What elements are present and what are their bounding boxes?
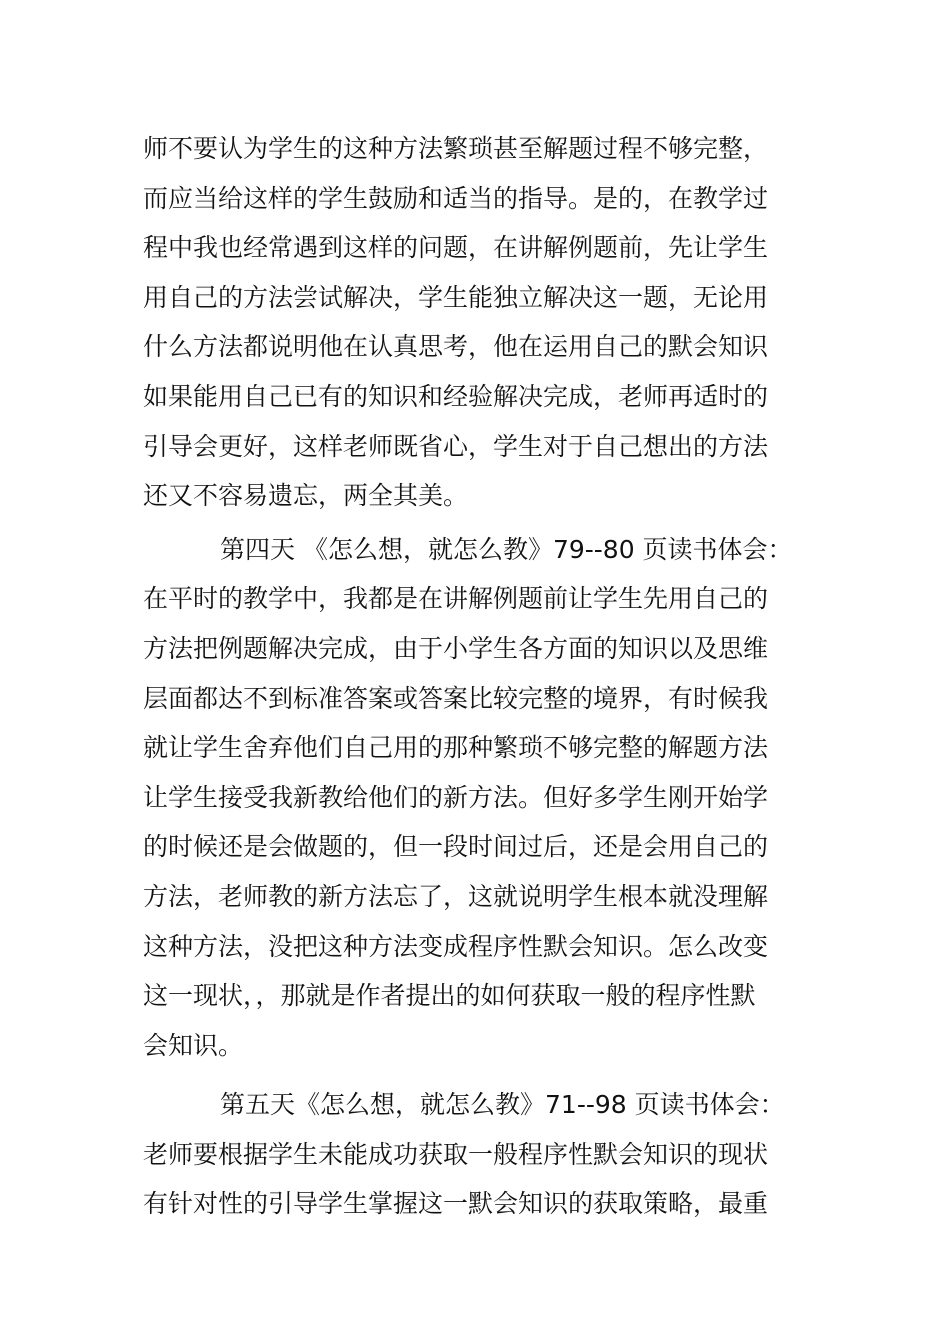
text-line: 用自己的方法尝试解决，学生能独立解决这一题，无论用 [143,282,769,312]
paragraph-1 [143,124,813,521]
text-line: 这一现状，，那就是作者提出的如何获取一般的程序性默 [143,981,756,1011]
text-line: 如果能用自己已有的知识和经验解决完成，老师再适时的 [143,381,769,411]
text-line: 的时候还是会做题的，但一段时间过后，还是会用自己的 [143,832,769,862]
text-line: 在平时的教学中，我都是在讲解例题前让学生先用自己的 [143,584,769,614]
text-line: 让学生接受我新教给他们的新方法。但好多学生刚开始学 [143,782,769,812]
text-line: 方法，老师教的新方法忘了，这就说明学生根本就没理解 [143,881,769,911]
text-line: 什么方法都说明他在认真思考，他在运用自己的默会知识 [143,332,769,362]
text-line: 而应当给这样的学生鼓励和适当的指导。是的，在教学过 [143,183,769,213]
text-line: 师不要认为学生的这种方法繁琐甚至解题过程不够完整， [143,134,769,163]
text-line: 有针对性的引导学生掌握这一默会知识的获取策略，最重 [143,1189,769,1219]
text-line: 方法把例题解决完成，由于小学生各方面的知识以及思维 [143,633,769,663]
text-line: 这种方法，没把这种方法变成程序性默会知识。怎么改变 [143,931,769,961]
paragraph-3 [143,1080,813,1229]
paragraph-heading: 第四天 《怎么想，就怎么教》79--80 页读书体会： [220,534,793,564]
text-line: 老师要根据学生未能成功获取一般程序性默会知识的现状 [143,1139,769,1169]
text-line: 就让学生舍弃他们自己用的那种繁琐不够完整的解题方法 [143,733,769,763]
paragraph-heading: 第五天《怎么想，就怎么教》71--98 页读书体会： [220,1090,785,1120]
text-line: 还又不容易遗忘，两全其美。 [143,481,469,511]
text-line: 程中我也经常遇到这样的问题，在讲解例题前，先让学生 [143,233,769,263]
text-line: 会知识。 [143,1030,244,1060]
paragraph-2 [143,525,813,1071]
text-line: 层面都达不到标准答案或答案比较完整的境界，有时候我 [143,683,769,713]
document-body [143,124,813,1229]
text-line: 引导会更好，这样老师既省心，学生对于自己想出的方法 [143,431,769,461]
